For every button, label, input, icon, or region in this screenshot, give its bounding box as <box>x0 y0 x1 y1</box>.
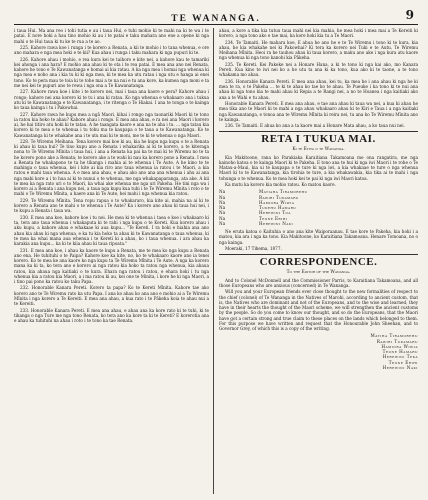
reta-body: Kia Makitoone, rana ko Parakiaka Karaitiana Takamoana me ona rangatira, me nga kainoho katoa o te kainga Maori ki te Pakeha. E tono ana te hui ki nga iwi Maori i te rohe o Te Matau-a-Maui, kia ui te kaupapa o te ture ki nga iwi, a kia whakaae te ture o nga whenua Maori ki to te Kawanatanga, kia tirohia te ture, a kia whakawakia, kia tika ai te mahi i nga tohunga o te whenua. Ko te mea hoki kei te pai ki nga iwi Maori katoa. <box>219 154 418 181</box>
left-column <box>14 28 209 494</box>
reta-signatories <box>219 189 418 226</box>
signatory-name: Hamiora Wiwia <box>381 343 418 349</box>
paragraph: 233. Honorable Kanara Pereti. E mea ana ahau, e ahau ana ka kore rato ki te tuhi, ki te tikanga o nga Ture me nga tono Renata, ko tera ano ka kore ta ki te Kereti? E korerotia ana e ahau ka tuhituhi na ahau i roto i te tono ka tae Renata. <box>14 307 209 324</box>
signatory-prefix: Na <box>219 199 226 205</box>
page-header <box>14 6 418 25</box>
paragraph: 230. E mea ana koe, kahore koe i tu nei. He mea ki te whenua i taea e koe i whakaaro ki ta, tera ano taua whenua i whakaputa ki te rahi i nga kupu o te Kereti. Kua korero ahau i aku kupu, a kahore ahau e whakaae ki aua kupu... "Te Kereti. I ra hoki e hiahia ana ano ahau kia ahau ki nga whenua, e ka tu kia hoko ta ahau ki te Kawanatanga o taua whenua, ki te mea ka whai mana aua whenua i te Kereti ki a ahau, ko i taua whenua. i ara ahau ka karakia ana kupu... ka ki te kiia ahau ki taua ripoata." <box>14 214 209 247</box>
paragraph: 232. Honorable Kanara Pereti. Korero ta papa? Ko te Kereti Mīnita. Kahore tae ako korero ano te Te Wiremu rato ka utu Papa. I ana ko ahau ko ana ano e mohio ai a Te Wiremu Mīnita i nga korero a Te Kereiti. E mea ana ahau, a kua rato i te Pākeha koia te ahau nui a te Kereiti. <box>14 285 209 307</box>
reta-section-title: RETA I TUKUA MAI. <box>219 131 418 146</box>
signatory-name: Teone Erihi <box>388 359 418 365</box>
signatory-name: Herewini Naki <box>259 220 294 226</box>
signatory-row <box>219 221 418 226</box>
paragraph: 231. E mea ana koe, i ahau ka kaore te kupu a Renata, me te mea ko nga kupu a Renata ano ena. He tuhituhi o te Paipa? Kahore koe ka kite, no, ko te whakaaro kaore ano ia tenei korero. Ko te mea ke ana kaore ko nga kupu ta Te Wiremu Mīnita i Te Aute. A nga ka korero mana ka ki ta, ko tera ano e korero ai nga ratou kia hoko ta ratou nga whenua, kia ahaua ratou, kia ahaua nga kaitiaki o te kura. Ehara nga ratou i ratou, e ehara hoki i tu nga whenua kia a ratou kia Maori, a i ma ratou ki au, kei one te Minita, i kore he ki nga Maori, a i tino pai pono ka ratou ko taku Papa. <box>14 247 209 284</box>
signatory-name: Hamiora Wiwia <box>259 199 295 205</box>
right-column <box>219 28 418 494</box>
paragraph: 234. Te Tamaiti. He mahara koe, E ahua he ano he e te Te Wiremu i tono ki te kura, kia ahau, he kia whakahe nei ki Pakowhai? Ki tera ka korero nei Tuki e te Autu, Te Wiremu Meihana Mīnita. Heoi ra he tauhou ahau ki taua korero, a maku ano ake i nga kura atu kaore nga whenua ki nga tono kanohi kia Pākeha. <box>219 39 418 61</box>
paragraph: 236. Te Tamaiti. E ahua ko ana a ta kaore mai a Honare Mata ahau, a ko taua nui nei. <box>225 123 405 129</box>
correspondence-signatories <box>219 333 418 370</box>
paragraph: 236. Honorable Kanara Pereti. E mea ana ahau, kei tu, ka mea he i ana ahau ki nga he ki mea te ra, o te Pakeha ... te ki te ahau ko tae ko te ahau. Te Pueuke i ka tono ki te nui ana ahau ki nga tono kia te mahi ahau ki Repia a te Rangi nei, a no te Hoanea i nga kaitiaki ako ana a te Wahi e tu ahau. <box>219 78 418 100</box>
paragraph: Honorable Kanara Pereti. E mea ana ahau, e tae ana ahau ki taua wa nei, a kua ki ahau he mea tika ano te Maori ki te mahi a nga ahau whakaaro ahau ki te Kiri e Taua i a nga kaitiaki nga Kawanatanga, e tonoa ana te Wiremu Mīnita ki reira nei, tu ana ko Te Wiremu Mīnita ano te kainga. <box>219 101 418 122</box>
reta-note: Ka mutu ka korero kia mohio ratou. Ko matou kaore. <box>225 182 336 188</box>
signatory-prefix: Na <box>219 189 226 195</box>
paragraph: ahau, a kore a tika kia tutuu taua mahi nei kia mahia, he mea hoki i mea mai a Te Kereiti ki korero, a nga tono ako e tae mai, ka kore hoki kia tu a Te Maori. <box>219 28 418 39</box>
correspondence-section-title: CORRESPONDENCE. <box>219 254 418 269</box>
correspondence-salutation: And to Colonel McDonnell and the Commissioner Parris, to Karaitiana Takamoana, and all those Europeans who are anxious (concerned) in Te Wananga. <box>219 277 418 288</box>
signatory-name: Matiha Tiramorehu <box>370 333 418 339</box>
newspaper-title: TE WANANGA. <box>171 14 261 24</box>
signatory-name: Matiaha Tiramorehu <box>259 189 308 195</box>
signatory-name: Herewini Toa <box>259 210 291 216</box>
reta-closing: Ne eruta katoa o Kaituhia o ano ana kite Waiporaanau. E tae kore te Pakeha, kia hoki i a matou, kia ara i nga ka tono. Kia Makitoone, ko Karaitiana Takamoana. Henare Tomoana, no o nga kainga. <box>219 229 418 245</box>
paragraph: 235. Te Kereti. Kei Pakeke nei a Honare Hana, a ki te tono ki nga kai ako, mo Kanara Pereti. Kua kino te iwi nei ko a he utu ta ana ki ka tono, kua ako ki te taone, a te tono whakama mo ahau. <box>219 61 418 78</box>
signatory-name: Rawiri Tukamaru <box>376 338 418 344</box>
paragraph: 227. Kahore rawa he kupu mea a ngā Maori, kihai i rongo nga taonariki Maori ki te tono ia ratou kia hoko te ahau? Kahore ahau i rongo. E mea ana ahau, e ra nei ana Maori i korero ai, he hai titiro atu hoki ki te tatau. A he taangata kaore e ana na te aha i tu. ... nga tatau kia korero ki te mea o te whenua i tu tohu ma te kaupapa o te taua a te Kawanatanga. Ko te Kawanatanga ki te whakahe ana i te utu mai ki te moni, me te ki te whenua o nga Maori. <box>14 111 209 138</box>
paragraph: 226. Kahore ahau i mohio, e rea kura kei te taihoro e kite nei, a kahore kau te tamariki kei ahonga i ana hara? E mohio ana ahau ki te ota i te rea patai. E mea ana ano nei Renata, kahore he tono e Te Kawanatanga e homai ai kia ratau. A ka nga mea i homai nga whenua ki nga mea e noho ana i kia tu ki ki nga mea, ki te mea ka utu ratau i nga utu e hanga ai enei tono. Ko te pera mau te toia ki te tohe mai a te na nui e tu ana kore, ka kumea nga moni e ta me nei kei te pupuri ano te rewa i nga ona a Te Kawanatanga. <box>14 56 209 88</box>
column-divider <box>213 28 214 494</box>
signatory-name: Herewini Naki <box>382 364 418 370</box>
correspondence-body: Will you and your European friends ever close thought to the new formalities of respect to the chief (colonel) of Te Wananga in the Natives of Marohi, according to ancient custom, that is, the Natives who are dominant and not of the Europeans, and to the wise and learned, they have in their hearts the thought of the Maori scheme, we will strengthen the ancient customs by the people. So do you come to know our thought, and so do the Europeans, that the Maori have got a certain strong and true claim to these places on the lands which belonged to them. For this purpose we have written and request that the Honourable John Sheehan, and to Governor Grey, of which this is a copy of the writing. <box>219 289 418 331</box>
paragraph: 228. Te Wiremu Meihana. Tena korero mai koe ki au, kia he kupu nga kupu o te a Renata ki ahau ki taua hui? Te tino kupu ano a Renata i whakarika ai ki te korero, a te kiteraga nona to Te Wiremu Mīnita i taua hui, i ana a Renata ka pai ka te mai ki te Wiremu no te ta he korero pono ake a Renata; te korero ake a te wahi ki nau ka korero pono a Renata. I mea a Renata he whakapono te ta he tikanga i mahia ai te whenua i Te Aute. A he kino te te mahinga o taua whenua, kei i kite ai kia riro ano taua whenua ia ratou i te Maori, a kia ratou e mahi taua whenua. A e mea ana ahau, e ahau ako ano ana ana whenua i ahu ai ana nga mahi kore a i to hua ai ki te nunui o te whenua, me nga whakapaparanga, ata ake. A kii te mea ka nga rato uri o to Maori, ka whai ake whenua me nga uri Pakeha. He tini nga wa i korero ai a Renata i ana kupu nei, a taua nga kupu kua tuhi i te Te Wiremu Mīnita i roto o te mahi o Te Wiremu Mīnita, a haere ana ki Te Aute, hei mahi i nga whenua kia ratou. <box>14 138 209 197</box>
signatory-prefix: Na <box>219 194 226 200</box>
signatory-prefix: Na <box>219 220 226 226</box>
paragraph: 229. Te Wiremu Mīnita. Tena ropu rapua o to whakararo, kia kite ai, mahia na ai ki te korero a Renata ano te mahi o te whenua i Te Aute? Ka i korero ano ahau ki taua hui nei, i te kupu a Renata i taua wa. <box>14 197 209 214</box>
signatory-prefix: Na <box>219 210 226 216</box>
paragraph: i taua Hui. Ma ana reo i tohi tutia e au i taua Hui, e tuhi mohio ki te mahi na ki te wa i te patai. E nore hoki a hau tino mohio ki au i te patai e taku mahara ano ene a opene ki nga mahi o te Hui taua ki tu ke te rua a te ao. <box>14 28 209 44</box>
paragraph: 227. Kahore rawa koe i kite i te korero nei, mai i taua ana kaore e pera? Kahore ahau i rongo; kahore nei ana korero ki te tu i ana ki ratau. Ko nga whenua e whakaaro ana i tukua atu ki te Kawanatanga e te Kawanatanga, i te ritenga o Te Hiakai. I ana te tonga o te kainga ko taua kainga i tu i Pakowhai. <box>14 89 209 111</box>
signatory-name: Herewini Teka <box>382 354 418 360</box>
signatory-name: Rawiri Tukamaru <box>259 194 299 200</box>
signatory-name: Teone Erihi <box>259 215 288 221</box>
reta-subhead: Ki te Etita o te Wananga. <box>292 147 345 153</box>
paragraph: 225. Kahore rawa koe i runga i te korero a Renata, a kii te mohio i to tana whenua, e ore ano mahara e nga mea hoki e te kii? Kua ahau i runga i taku mahara ki nga pupuri ki te. <box>14 44 209 56</box>
page-number: 9 <box>405 8 414 22</box>
reta-dateline: Moeraki, 17 Tihema, 1877. <box>225 246 282 252</box>
signatory-prefix: Na <box>219 205 226 211</box>
correspondence-subhead: To the Editor of the Wananga. <box>286 270 351 276</box>
signatory-prefix: Na <box>219 215 226 221</box>
signatory-name: Tukehu Hamaru <box>259 205 297 211</box>
signatory-name: Teone Hamaru <box>382 349 418 354</box>
